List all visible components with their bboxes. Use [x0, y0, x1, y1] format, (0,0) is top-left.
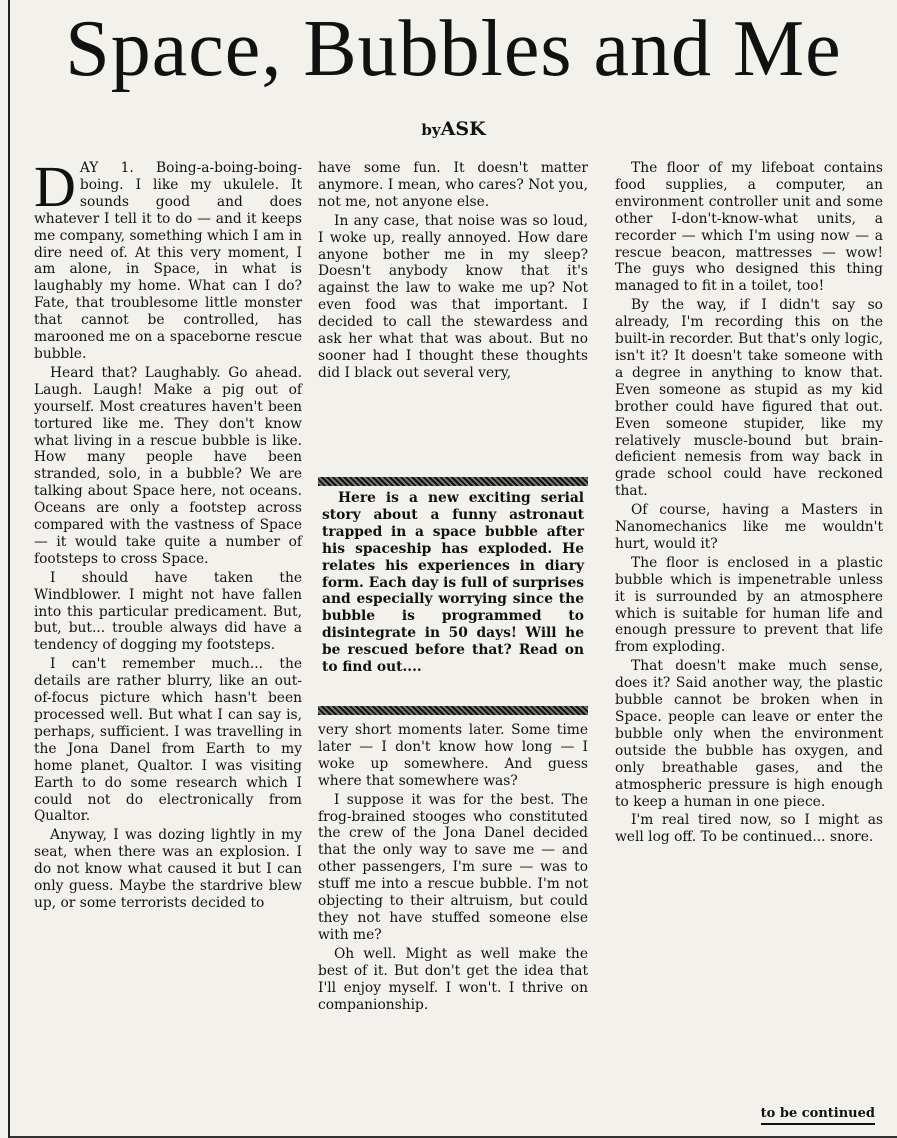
paragraph: have some fun. It doesn't matter anymore. I mean, who cares? Not you, not me, not anyone else. — [318, 160, 588, 210]
box-rule-top — [318, 477, 588, 486]
paragraph: That doesn't make much sense, does it? Said another way, the plastic bubble cannot be broken when in Space. people can leave or enter the bubble only when the environment outside the bubble has oxygen, and only breathable gases, and the atmospheric pressure is high enough to keep a human in one piece. — [615, 658, 883, 810]
paragraph: I can't remember much... the details are rather blurry, like an out-of-focus picture which hasn't been processed well. But what I can say is, perhaps, sufficient. I was travelling in the Jona Danel from Earth to my home planet, Qualtor. I was visiting Earth to do some research which I could not do electronically from Qualtor. — [34, 656, 302, 825]
paragraph: Anyway, I was dozing lightly in my seat, when there was an explosion. I do not know what caused it but I can only guess. Maybe the stardrive blew up, or some terrorists decided to — [34, 827, 302, 911]
drop-cap: D — [34, 154, 76, 219]
column-2-bottom — [318, 722, 588, 1015]
paragraph: Oh well. Might as well make the best of it. But don't get the idea that I'll enjoy myself. I won't. I thrive on companionship. — [318, 945, 588, 1013]
intro-text: Here is a new exciting serial story about a funny astronaut trapped in a space bubble after his spaceship has exploded. He relates his experiences in diary form. Each day is full of surprises and especially worrying since the bubble is programmed to disintegrate in 50 days! Will he be rescued before that? Read on to find out.... — [322, 490, 584, 676]
byline-prefix: by — [421, 121, 441, 139]
newspaper-page — [8, 0, 897, 1138]
paragraph: I should have taken the Windblower. I might not have fallen into this particular predicament. But, but, but... trouble always did have a tendency of dogging my footsteps. — [34, 569, 302, 654]
column-1 — [34, 154, 302, 914]
paragraph: The floor is enclosed in a plastic bubble which is impenetrable unless it is surrounded by an atmosphere which is suitable for human life and enough pressure to prevent that life from exploding. — [615, 554, 883, 656]
byline-author: ASK — [440, 118, 486, 140]
column-3 — [615, 160, 883, 848]
paragraph: I'm real tired now, so I might as well log off. To be continued... snore. — [615, 812, 883, 846]
paragraph: The floor of my lifeboat contains food supplies, a computer, an environment controller unit and some other I-don't-know-what units, a recorder — which I'm using now — a rescue beacon, mattresses — wow! The guys who designed this thing managed to fit in a toilet, too! — [615, 160, 883, 295]
to-be-continued: to be continued — [761, 1106, 875, 1125]
paragraph: very short moments later. Some time later — I don't know how long — I woke up somewhere. And guess where that somewhere was? — [318, 722, 588, 789]
paragraph: Heard that? Laughably. Go ahead. Laugh. Laugh! Make a pig out of yourself. Most creatures haven't been tortured like me. They don't know what living in a rescue bubble is like. How many people have been stranded, solo, in a bubble? We are talking about Space here, not oceans. Oceans are only a footstep across compared with the vastness of Space — it would take quite a number of footsteps to cross Space. — [34, 364, 302, 567]
box-rule-bottom — [318, 706, 588, 715]
article-title: Space, Bubbles and Me — [65, 5, 842, 93]
paragraph: Of course, having a Masters in Nanomechanics like me wouldn't hurt, would it? — [615, 502, 883, 552]
byline — [10, 118, 897, 140]
intro-box — [322, 490, 584, 676]
paragraph: By the way, if I didn't say so already, I'm recording this on the built-in recorder. But that's only logic, isn't it? It doesn't take someone with a degree in anything to know that. Even someone as stupid as my kid brother could have figured that out. Even someone stupider, like my relatively muscle-bound but brain-deficient nemesis from way back in grade school could have reckoned that. — [615, 297, 883, 500]
paragraph: I suppose it was for the best. The frog-brained stooges who constituted the crew of the Jona Danel decided that the only way to save me — and other passengers, I'm sure — was to stuff me into a rescue bubble. I'm not objecting to their altruism, but could they not have stuffed someone else with me? — [318, 791, 588, 943]
column-2-top — [318, 160, 588, 384]
paragraph: DAY 1. Boing-a-boing-boing-boing. I like my ukulele. It sounds good and does whatever I tell it to do — and it keeps me company, something which I am in dire need of. At this very moment, I am alone, in Space, in what is laughably my home. What can I do? Fate, that troublesome little monster that cannot be controlled, has marooned me on a spaceborne rescue bubble. — [34, 154, 302, 362]
paragraph: In any case, that noise was so loud, I woke up, really annoyed. How dare anyone bother me in my sleep? Doesn't anybody know that it's against the law to wake me up? Not even food was that important. I decided to call the stewardess and ask her what that was about. But no sooner had I thought these thoughts did I black out several very, — [318, 212, 588, 381]
